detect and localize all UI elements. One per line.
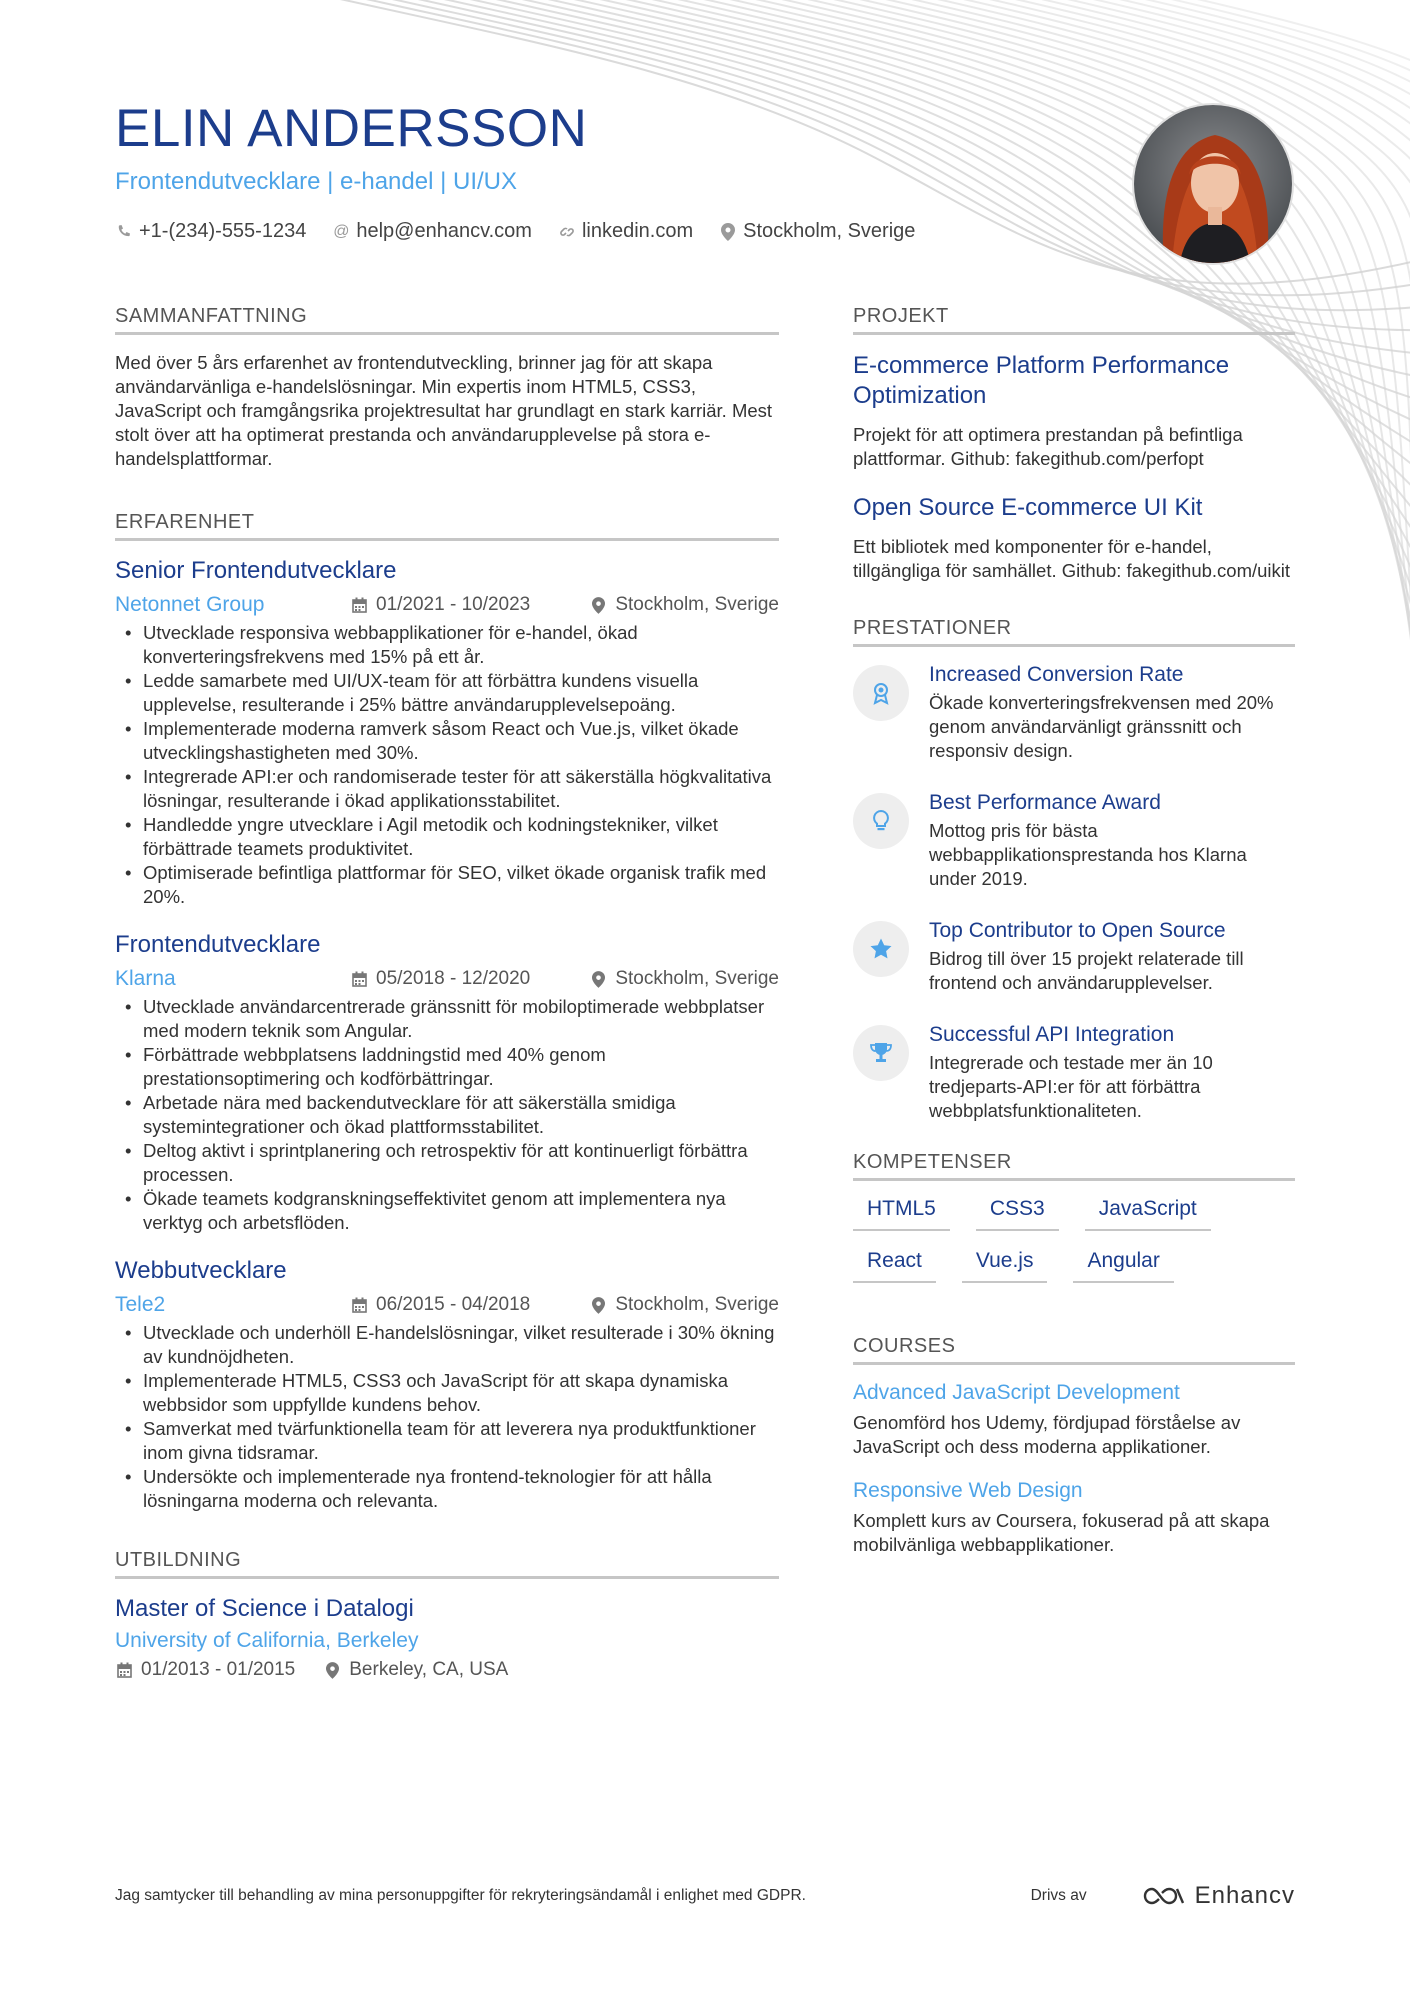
course-title: Responsive Web Design <box>853 1479 1083 1502</box>
job-bullet: • Optimiserade befintliga plattformar för SEO, vilket ökade organisk trafik med 20%. <box>115 861 779 909</box>
job-bullets <box>115 995 779 1235</box>
job-bullet: • Utvecklade och underhöll E-handelslösningar, vilket resulterade i 30% ökning av kundnöjdheten. <box>115 1321 779 1369</box>
job-bullet: • Deltog aktivt i sprintplanering och retrospektiv för att kontinuerligt förbättra processen. <box>115 1139 779 1187</box>
achievement-content <box>929 919 1295 995</box>
summary-section <box>115 305 779 471</box>
job-bullets <box>115 621 779 909</box>
job-title: Senior Frontendutvecklare <box>115 557 397 584</box>
calendar-icon <box>350 1297 368 1313</box>
job-entry <box>115 557 779 909</box>
email-text: help@enhancv.com <box>356 220 532 243</box>
course-description: Genomförd hos Udemy, fördjupad förståelse av JavaScript och dess moderna applikationer. <box>853 1412 1241 1457</box>
course-title: Advanced JavaScript Development <box>853 1381 1180 1404</box>
achievement-title: Top Contributor to Open Source <box>929 919 1226 942</box>
job-location-text: Stockholm, Sverige <box>615 1294 779 1315</box>
job-bullet: • Ledde samarbete med UI/UX-team för att förbättra kundens visuella upplevelse, resulterande i 25% bättre användarupplevelsepoäng. <box>115 669 779 717</box>
achievement-content <box>929 791 1295 891</box>
lightbulb-icon <box>853 793 909 849</box>
skills-heading: KOMPETENSER <box>853 1151 1295 1181</box>
course-entry <box>853 1479 1295 1557</box>
skill-tag: HTML5 <box>853 1197 950 1231</box>
job-entry <box>115 931 779 1235</box>
education-heading: UTBILDNING <box>115 1549 779 1579</box>
project-title: Open Source E-commerce UI Kit <box>853 494 1203 521</box>
skill-tag: React <box>853 1249 936 1283</box>
job-bullet: • Integrerade API:er och randomiserade tester för att säkerställa högkvalitativa lösningar, resulterande i ökad applikationsstabilitet. <box>115 765 779 813</box>
job-dates <box>350 1294 575 1316</box>
skill-tag: CSS3 <box>976 1197 1059 1231</box>
location-text: Stockholm, Sverige <box>743 220 916 243</box>
location-pin-icon <box>589 1297 607 1314</box>
resume-header <box>115 100 1015 243</box>
job-dates <box>350 968 575 990</box>
education-dates <box>115 1659 295 1681</box>
achievements-section <box>853 617 1295 1123</box>
company-name: Netonnet Group <box>115 593 265 616</box>
course-entry <box>853 1381 1295 1459</box>
summary-text: Med över 5 års erfarenhet av frontendutveckling, brinner jag för att skapa användarvänliga e-handelslösningar. Min expertis inom HTML5, CSS3, JavaScript och framgångsrika projektresultat har grundlagt en stark karriär. Mest stolt över att ha optimerat prestanda och användarupplevelse på stora e-handelsplattformar. <box>115 352 773 469</box>
phone-text: +1-(234)-555-1234 <box>139 220 307 243</box>
job-bullet: • Handledde yngre utvecklare i Agil metodik och kodningstekniker, vilket förbättrade teamets produktivitet. <box>115 813 779 861</box>
left-column <box>115 305 779 1721</box>
job-title: Frontendutvecklare <box>115 931 321 958</box>
calendar-icon <box>350 971 368 987</box>
job-dates <box>350 594 575 616</box>
job-bullet: • Utvecklade responsiva webbapplikationer för e-handel, ökad konverteringsfrekvens med 15% på ett år. <box>115 621 779 669</box>
contact-linkedin[interactable] <box>558 220 693 243</box>
contact-email[interactable] <box>332 220 532 243</box>
job-location <box>589 968 779 990</box>
right-column <box>853 305 1295 1597</box>
education-dates-text: 01/2013 - 01/2015 <box>141 1659 296 1680</box>
contact-row <box>115 220 1015 243</box>
job-dates-text: 05/2018 - 12/2020 <box>376 968 531 989</box>
location-pin-icon <box>323 1662 341 1679</box>
location-pin-icon <box>589 597 607 614</box>
project-entry <box>853 493 1295 583</box>
experience-section <box>115 511 779 1513</box>
course-description: Komplett kurs av Coursera, fokuserad på att skapa mobilvänliga webbapplikationer. <box>853 1510 1270 1555</box>
skill-tag: Angular <box>1073 1249 1173 1283</box>
job-bullet: • Förbättrade webbplatsens laddningstid med 40% genom prestationsoptimering och kodförbättringar. <box>115 1043 779 1091</box>
achievement-title: Successful API Integration <box>929 1023 1175 1046</box>
job-dates-text: 06/2015 - 04/2018 <box>376 1294 531 1315</box>
achievement-list <box>853 663 1295 1123</box>
job-bullet: • Implementerade moderna ramverk såsom React och Vue.js, vilket ökade utvecklingshastigheten med 30%. <box>115 717 779 765</box>
degree-title: Master of Science i Datalogi <box>115 1595 414 1622</box>
skill-tag: Vue.js <box>962 1249 1048 1283</box>
job-bullets <box>115 1321 779 1513</box>
project-list <box>853 351 1295 583</box>
education-meta <box>115 1659 779 1681</box>
skill-list <box>853 1197 1295 1283</box>
contact-location <box>719 220 915 243</box>
award-icon <box>853 665 909 721</box>
candidate-title: Frontendutvecklare | e-handel | UI/UX <box>115 168 517 196</box>
achievement-title: Increased Conversion Rate <box>929 663 1184 686</box>
job-bullet: • Samverkat med tvärfunktionella team för att leverera nya produktfunktioner inom givna tidsramar. <box>115 1417 779 1465</box>
candidate-name: ELIN ANDERSSON <box>115 99 588 158</box>
achievement-entry <box>853 663 1295 763</box>
gdpr-consent-text: Jag samtycker till behandling av mina personuppgifter för rekryteringsändamål i enlighet med GDPR. <box>115 1887 806 1904</box>
achievement-entry <box>853 791 1295 891</box>
job-meta <box>115 593 779 617</box>
projects-heading: PROJEKT <box>853 305 1295 335</box>
achievement-title: Best Performance Award <box>929 791 1161 814</box>
powered-by-label: Drivs av <box>1030 1887 1087 1904</box>
education-location-text: Berkeley, CA, USA <box>349 1659 509 1680</box>
courses-section <box>853 1335 1295 1557</box>
job-location <box>589 1294 779 1316</box>
skills-section <box>853 1151 1295 1283</box>
project-entry <box>853 351 1295 471</box>
achievement-description: Mottog pris för bästa webbapplikationsprestanda hos Klarna under 2019. <box>929 820 1247 889</box>
skill-tag: JavaScript <box>1085 1197 1211 1231</box>
job-list <box>115 557 779 1513</box>
achievement-description: Ökade konverteringsfrekvensen med 20% genom användarvänligt gränssnitt och responsiv design. <box>929 692 1274 761</box>
company-name: Tele2 <box>115 1293 166 1316</box>
job-location-text: Stockholm, Sverige <box>615 968 779 989</box>
company-name: Klarna <box>115 967 176 990</box>
linkedin-text: linkedin.com <box>581 220 694 243</box>
calendar-icon <box>115 1662 133 1678</box>
education-section <box>115 1549 779 1681</box>
project-title: E-commerce Platform Performance Optimization <box>853 352 1230 409</box>
job-bullet: • Implementerade HTML5, CSS3 och JavaScript för att skapa dynamiska webbsidor som uppfyllde kundens behov. <box>115 1369 779 1417</box>
achievement-content <box>929 663 1295 763</box>
job-dates-text: 01/2021 - 10/2023 <box>376 594 531 615</box>
achievement-description: Bidrog till över 15 projekt relaterade till frontend och användarupplevelser. <box>929 948 1244 993</box>
profile-photo <box>1132 103 1294 265</box>
summary-heading: SAMMANFATTNING <box>115 305 779 335</box>
achievement-content <box>929 1023 1295 1123</box>
achievements-heading: PRESTATIONER <box>853 617 1295 647</box>
job-entry <box>115 1257 779 1513</box>
calendar-icon <box>350 597 368 613</box>
job-title: Webbutvecklare <box>115 1257 287 1284</box>
location-pin-icon <box>589 971 607 988</box>
brand-name: Enhancv <box>1194 1882 1295 1909</box>
phone-icon <box>115 224 133 240</box>
job-location-text: Stockholm, Sverige <box>615 594 779 615</box>
courses-heading: COURSES <box>853 1335 1295 1365</box>
achievement-entry <box>853 919 1295 995</box>
footer <box>115 1882 1295 1910</box>
project-description: Ett bibliotek med komponenter för e-handel, tillgängliga för samhället. Github: fakegithub.com/uikit <box>853 536 1291 581</box>
project-description: Projekt för att optimera prestandan på befintliga plattformar. Github: fakegithub.com/perfopt <box>853 424 1243 469</box>
trophy-icon <box>853 1025 909 1081</box>
job-bullet: • Utvecklade användarcentrerade gränssnitt för mobiloptimerade webbplatser med modern teknik som Angular. <box>115 995 779 1043</box>
job-bullet: • Arbetade nära med backendutvecklare för att säkerställa smidiga systemintegrationer och ökad plattformsstabilitet. <box>115 1091 779 1139</box>
at-icon: @ <box>333 222 350 240</box>
course-list <box>853 1381 1295 1557</box>
experience-heading: ERFARENHET <box>115 511 779 541</box>
school-name: University of California, Berkeley <box>115 1629 419 1652</box>
job-bullet: • Undersökte och implementerade nya frontend-teknologier för att hålla lösningarna moderna och relevanta. <box>115 1465 779 1513</box>
job-bullet: • Ökade teamets kodgranskningseffektivitet genom att implementera nya verktyg och arbetsflöden. <box>115 1187 779 1235</box>
projects-section <box>853 305 1295 583</box>
location-pin-icon <box>719 223 737 241</box>
infinity-logo-icon <box>1141 1884 1187 1908</box>
contact-phone[interactable] <box>115 220 306 243</box>
education-location <box>323 1659 508 1681</box>
star-icon <box>853 921 909 977</box>
job-meta <box>115 1293 779 1317</box>
achievement-entry <box>853 1023 1295 1123</box>
job-location <box>589 594 779 616</box>
job-meta <box>115 967 779 991</box>
achievement-description: Integrerade och testade mer än 10 tredjeparts-API:er för att förbättra webbplatsfunktionaliteten. <box>929 1052 1213 1121</box>
enhancv-logo[interactable] <box>1141 1882 1295 1910</box>
link-icon <box>558 224 576 240</box>
